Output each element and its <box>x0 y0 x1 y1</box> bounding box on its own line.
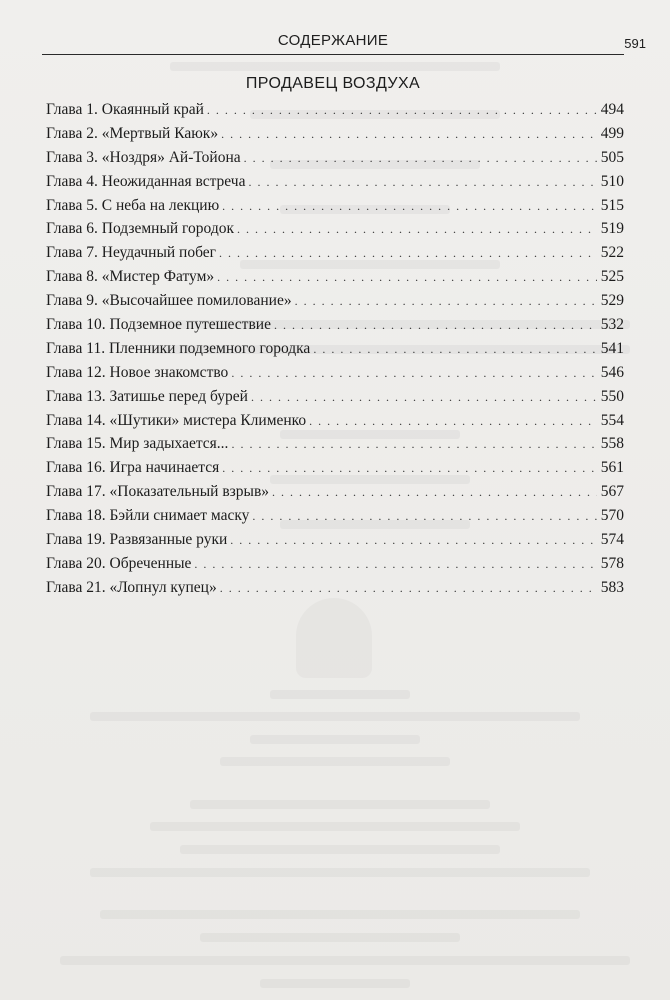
toc-entry-title: Глава 19. Развязанные руки <box>46 531 228 549</box>
table-of-contents <box>46 98 624 600</box>
toc-entry-title: Глава 6. Подземный городок <box>46 220 234 238</box>
toc-entry-page: 499 <box>600 124 624 142</box>
toc-entry-page: 505 <box>600 148 624 166</box>
toc-entry <box>46 385 624 409</box>
toc-entry <box>46 528 624 552</box>
toc-dot-leader <box>217 266 597 290</box>
toc-entry-page: 510 <box>600 172 624 190</box>
toc-entry-page: 525 <box>600 268 624 286</box>
toc-entry-title: Глава 5. С неба на лекцию <box>46 196 220 214</box>
toc-entry <box>46 146 624 170</box>
toc-entry-title: Глава 11. Пленники подземного городка <box>46 339 311 357</box>
toc-entry-title: Глава 16. Игра начинается <box>46 459 220 477</box>
toc-entry <box>46 194 624 218</box>
bleed-line <box>150 822 520 831</box>
toc-entry-page: 541 <box>600 339 624 357</box>
toc-entry-page: 561 <box>600 459 624 477</box>
bleed-line <box>190 800 490 809</box>
toc-dot-leader <box>237 218 597 242</box>
toc-entry <box>46 313 624 337</box>
toc-entry <box>46 98 624 122</box>
running-title: СОДЕРЖАНИЕ <box>277 32 389 49</box>
bleed-line <box>90 712 580 721</box>
toc-entry-title: Глава 13. Затишье перед бурей <box>46 387 248 405</box>
bleed-line <box>270 690 410 699</box>
header-rule <box>42 54 624 55</box>
toc-entry-title: Глава 17. «Показательный взрыв» <box>46 483 270 501</box>
toc-entry-title: Глава 18. Бэйли снимает маску <box>46 507 250 525</box>
toc-dot-leader <box>313 338 596 362</box>
toc-entry-page: 494 <box>600 101 624 118</box>
toc-entry <box>46 432 624 456</box>
toc-entry-page: 546 <box>600 363 624 381</box>
toc-entry-title: Глава 20. Обреченные <box>46 554 192 572</box>
toc-entry-page: 567 <box>600 483 624 501</box>
toc-dot-leader <box>274 314 597 338</box>
toc-entry-page: 522 <box>600 244 624 262</box>
toc-entry <box>46 576 624 600</box>
toc-dot-leader <box>219 242 597 266</box>
toc-dot-leader <box>194 553 596 577</box>
toc-dot-leader <box>309 410 597 434</box>
toc-entry <box>46 289 624 313</box>
toc-entry-title: Глава 4. Неожиданная встреча <box>46 172 246 190</box>
toc-dot-leader <box>295 290 597 314</box>
toc-dot-leader <box>207 99 597 123</box>
toc-entry-title: Глава 3. «Ноздря» Ай-Тойона <box>46 148 241 166</box>
bleed-line <box>90 868 590 877</box>
toc-entry-page: 550 <box>600 387 624 405</box>
bleed-line <box>180 845 500 854</box>
toc-dot-leader <box>220 577 597 601</box>
toc-dot-leader <box>231 362 596 386</box>
toc-entry-page: 578 <box>600 554 624 572</box>
toc-entry <box>46 409 624 433</box>
toc-dot-leader <box>221 123 597 147</box>
toc-entry <box>46 337 624 361</box>
toc-entry-title: Глава 2. «Мертвый Каюк» <box>46 124 219 142</box>
toc-entry <box>46 217 624 241</box>
toc-dot-leader <box>244 147 597 171</box>
bleed-line <box>100 910 580 919</box>
bleed-line <box>170 62 500 71</box>
toc-dot-leader <box>272 481 597 505</box>
page-number: 591 <box>624 36 646 51</box>
toc-entry <box>46 361 624 385</box>
toc-dot-leader <box>252 505 596 529</box>
toc-entry-title: Глава 10. Подземное путешествие <box>46 316 271 334</box>
toc-entry <box>46 241 624 265</box>
toc-dot-leader <box>248 171 596 195</box>
toc-entry-page: 574 <box>600 531 624 549</box>
toc-entry-page: 583 <box>600 578 624 596</box>
toc-entry-title: Глава 1. Окаянный край <box>46 101 204 118</box>
toc-dot-leader <box>251 386 597 410</box>
toc-entry <box>46 456 624 480</box>
toc-entry-title: Глава 8. «Мистер Фатум» <box>46 268 215 286</box>
toc-dot-leader <box>222 457 596 481</box>
toc-entry-page: 532 <box>600 316 624 334</box>
section-title: ПРОДАВЕЦ ВОЗДУХА <box>245 75 421 92</box>
toc-entry-page: 554 <box>600 411 624 429</box>
toc-entry-title: Глава 15. Мир задыхается... <box>46 435 229 453</box>
toc-entry-page: 558 <box>600 435 624 453</box>
toc-dot-leader <box>231 433 596 457</box>
toc-entry-title: Глава 12. Новое знакомство <box>46 363 229 381</box>
toc-entry <box>46 122 624 146</box>
bleed-line <box>200 933 460 942</box>
toc-entry <box>46 170 624 194</box>
bleed-line <box>260 979 410 988</box>
toc-entry <box>46 504 624 528</box>
toc-entry <box>46 552 624 576</box>
toc-entry <box>46 265 624 289</box>
bleed-line <box>60 956 630 965</box>
toc-entry <box>46 480 624 504</box>
toc-dot-leader <box>230 529 596 553</box>
bleed-line <box>250 735 420 744</box>
bleed-line <box>220 757 450 766</box>
toc-entry-title: Глава 9. «Высочайшее помилование» <box>46 292 292 310</box>
toc-entry-page: 529 <box>600 292 624 310</box>
page-header <box>42 30 646 56</box>
toc-entry-page: 519 <box>600 220 624 238</box>
toc-entry-title: Глава 7. Неудачный побег <box>46 244 217 262</box>
publisher-emblem-bleed <box>296 598 372 678</box>
toc-entry-title: Глава 21. «Лопнул купец» <box>46 578 217 596</box>
toc-entry-page: 515 <box>600 196 624 214</box>
toc-dot-leader <box>222 195 597 219</box>
toc-entry-title: Глава 14. «Шутики» мистера Клименко <box>46 411 307 429</box>
toc-entry-page: 570 <box>600 507 624 525</box>
